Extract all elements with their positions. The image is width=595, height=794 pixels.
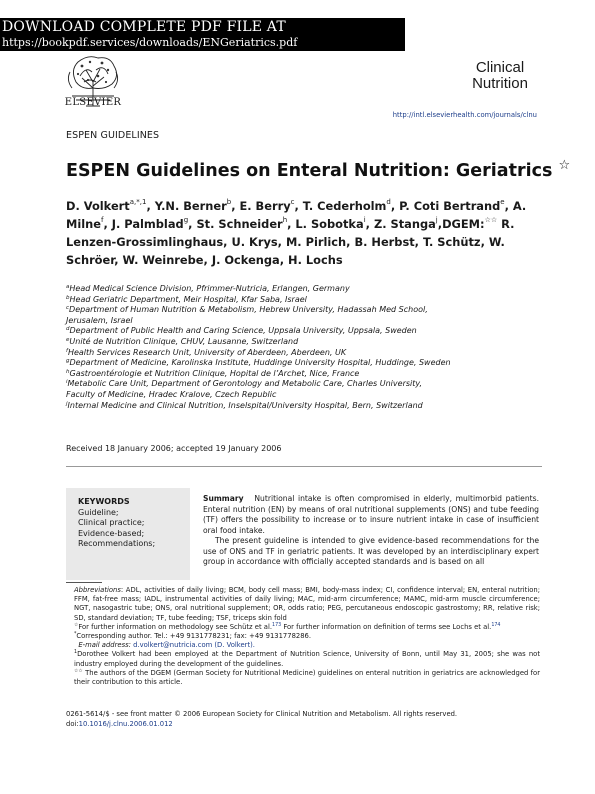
affiliation-line <box>66 348 546 359</box>
author-separator: , <box>414 235 423 249</box>
affiliation-text: Unité de Nutrition Clinique, CHUV, Lausanne, Switzerland <box>69 336 299 346</box>
affiliation-mark: h <box>66 368 70 375</box>
summary-paragraph-2: The present guideline is intended to give evidence-based recommendations for the use of ONS and TF in geriatric patients. It was developed by an interdisciplinary expert group in accordance with officially accepted standards and is based on all <box>203 536 539 566</box>
author-affiliation-mark[interactable]: d <box>386 198 391 206</box>
author-affiliation-mark[interactable]: e <box>500 198 505 206</box>
author-name: U. Krys <box>231 235 278 249</box>
author-affiliation-mark[interactable]: b <box>226 198 232 206</box>
affiliation-mark: j <box>66 400 68 407</box>
author-list <box>66 197 546 269</box>
affiliation-text: Health Services Research Unit, University of Aberdeen, Aberdeen, UK <box>67 347 347 357</box>
doi-link[interactable]: 10.1016/j.clnu.2006.01.012 <box>78 720 173 728</box>
author-separator: , <box>480 235 489 249</box>
author-note-1 <box>66 650 540 668</box>
author-separator: , <box>365 217 374 231</box>
affiliation-mark: f <box>66 347 68 354</box>
corresponding-author-note <box>66 632 540 641</box>
author-name: R. Lenzen-Grossimlinghaus <box>66 217 515 249</box>
author-affiliation-mark[interactable]: g <box>183 216 189 224</box>
banner-url[interactable]: https://bookpdf.services/downloads/ENGeriatrics.pdf <box>2 36 298 49</box>
affiliation-text: Faculty of Medicine, Hradec Kralove, Czech Republic <box>66 389 277 399</box>
affiliation-mark: i <box>66 379 68 386</box>
summary-text-1: Nutritional intake is often compromised in elderly, multimorbid patients. Enteral nutrition (EN) by means of oral nutritional supplements (ONS) and tube feeding (TF) offers the possibility to increase or to insure nutrient intake in case of insufficient oral food intake. <box>203 494 539 535</box>
author-name: Z. Stanga <box>373 217 436 231</box>
author-separator: , <box>188 217 197 231</box>
affiliation-list <box>66 284 546 411</box>
author-name: E. Berry <box>239 199 291 213</box>
author-name: Y.N. Berner <box>154 199 227 213</box>
author-separator: , <box>390 199 400 213</box>
author-name: M. Pirlich <box>285 235 347 249</box>
keywords-list <box>78 508 155 550</box>
definition-text: For further information on definition of terms see Lochs et al. <box>281 622 492 631</box>
received-dates: Received 18 January 2006; accepted 19 January 2006 <box>66 444 282 453</box>
affiliation-line <box>66 295 546 306</box>
asterisk-icon: * <box>74 632 77 638</box>
doi-line <box>66 719 540 729</box>
affiliation-text: Head Medical Science Division, Pfrimmer-Nutricia, Erlangen, Germany <box>69 284 350 293</box>
author-separator: , <box>277 235 286 249</box>
affiliation-text: Jerusalem, Israel <box>66 315 133 325</box>
download-banner[interactable] <box>0 18 405 51</box>
keyword-item: Evidence-based; <box>78 528 145 538</box>
reference-link[interactable]: 173 <box>272 622 282 628</box>
affiliation-line <box>66 316 546 327</box>
author-name: D. Volkert <box>66 199 130 213</box>
author-separator: , <box>114 253 123 267</box>
reference-link[interactable]: 174 <box>491 622 501 628</box>
author-name: W. Schröer <box>66 235 505 267</box>
affiliation-line <box>66 337 546 348</box>
author-name: J. Palmblad <box>111 217 184 231</box>
author-affiliation-mark[interactable]: f <box>100 216 104 224</box>
affiliation-mark: a <box>66 284 70 290</box>
author-name: St. Schneider <box>196 217 283 231</box>
affiliation-line <box>66 369 546 380</box>
methodology-text: For further information on methodology see Schütz et al. <box>78 622 273 631</box>
summary-lead: Summary <box>203 494 244 503</box>
author-name: T. Schütz <box>422 235 481 249</box>
summary-paragraph-1 <box>203 494 539 536</box>
keywords-heading: KEYWORDS <box>78 497 130 506</box>
affiliation-line <box>66 326 546 337</box>
author-separator: , <box>103 217 112 231</box>
affiliation-line <box>66 401 546 412</box>
title-footnote-star-icon[interactable]: ☆ <box>558 158 571 173</box>
affiliation-line <box>66 284 546 295</box>
author-affiliation-mark[interactable]: j <box>435 216 438 224</box>
affiliation-line <box>66 358 546 369</box>
email-link[interactable]: d.volkert@nutricia.com <box>133 641 213 650</box>
abstract-divider <box>66 466 542 467</box>
footnote-divider <box>66 582 102 583</box>
copyright-line: 0261-5614/$ - see front matter © 2006 European Society for Clinical Nutrition and Metabolism. All rights reserved. <box>66 710 458 718</box>
note-1-mark: 1 <box>74 650 78 656</box>
email-label: E-mail address: <box>78 641 131 650</box>
author-affiliation-mark[interactable]: a,*,1 <box>129 198 147 206</box>
abstract-summary <box>203 494 539 568</box>
author-separator: , <box>279 253 289 267</box>
author-name: B. Herbst <box>354 235 415 249</box>
author-affiliation-mark[interactable]: i <box>363 216 366 224</box>
copyright-block <box>66 709 540 729</box>
affiliation-text: Gastroentérologie et Nutrition Clinique, Hopital de l’Archet, Nice, France <box>69 368 360 378</box>
section-label: ESPEN GUIDELINES <box>66 130 160 141</box>
banner-line-1: DOWNLOAD COMPLETE PDF FILE AT <box>2 19 286 35</box>
publisher-logo-text: ELSEVIER <box>64 97 122 108</box>
journal-name-line-2: Nutrition <box>472 75 528 92</box>
author-separator: , <box>223 235 232 249</box>
affiliation-text: Internal Medicine and Clinical Nutrition, Inselspital/University Hospital, Bern, Switzerland <box>67 400 423 410</box>
author-separator: , <box>437 217 443 231</box>
keyword-item: Clinical practice; <box>78 518 145 528</box>
affiliation-line <box>66 379 546 390</box>
author-separator: , <box>504 199 513 213</box>
affiliation-line <box>66 305 546 316</box>
author-separator: , <box>287 217 296 231</box>
corresponding-author-text: Corresponding author. Tel.: +49 9131778231; fax: +49 9131778286. <box>76 632 312 641</box>
email-suffix: (D. Volkert). <box>214 641 255 650</box>
affiliation-mark: d <box>66 326 70 333</box>
journal-name-line-1: Clinical <box>475 59 525 76</box>
keyword-item: Guideline; <box>78 508 119 517</box>
author-affiliation-mark[interactable]: ☆☆ <box>484 216 498 224</box>
affiliation-mark: b <box>66 294 70 301</box>
author-name: DGEM: <box>442 217 485 231</box>
author-name: A. Milne <box>66 199 527 231</box>
affiliation-mark: c <box>66 305 70 312</box>
affiliation-text: Head Geriatric Department, Meir Hospital, Kfar Saba, Israel <box>69 294 307 304</box>
author-name: J. Ockenga <box>211 253 280 267</box>
journal-url-link[interactable]: http://intl.elsevierhealth.com/journals/clnu <box>392 111 537 119</box>
keyword-item: Recommendations; <box>78 539 156 549</box>
author-affiliation-mark[interactable]: h <box>282 216 288 224</box>
author-note-2 <box>66 669 540 687</box>
author-separator: , <box>294 199 303 213</box>
affiliation-text: Department of Human Nutrition & Metabolism, Hebrew University, Hadassah Med School, <box>69 305 428 315</box>
author-note-1-text: Dorothee Volkert had been employed at the Department of Nutrition Science, University of Bonn, until May 31, 2005; she was not industry employed during the development of the guidelines. <box>74 650 540 668</box>
author-separator: , <box>146 199 155 213</box>
author-name: W. Weinrebe <box>122 253 204 267</box>
doi-label: doi: <box>66 720 79 728</box>
author-name: T. Cederholm <box>302 199 387 213</box>
affiliation-text: Department of Public Health and Caring Science, Uppsala University, Uppsala, Sweden <box>69 326 417 336</box>
author-name: P. Coti Bertrand <box>399 199 501 213</box>
abbreviations-note <box>66 586 540 623</box>
affiliation-text: Metabolic Care Unit, Department of Gerontology and Metabolic Care, Charles University, <box>67 379 423 389</box>
star-footnote-icon: ☆ <box>74 622 79 628</box>
journal-name <box>460 60 540 92</box>
affiliation-mark: e <box>66 336 70 343</box>
article-title <box>66 158 570 181</box>
footnotes <box>66 586 540 687</box>
author-note-2-text: The authors of the DGEM (German Society for Nutritional Medicine) guidelines on enteral nutrition in geriatrics are acknowledged for their contribution to this article. <box>74 668 540 687</box>
abbreviations-label: Abbreviations <box>74 586 121 594</box>
author-separator: , <box>203 253 212 267</box>
author-separator: , <box>231 199 240 213</box>
article-title-text: ESPEN Guidelines on Enteral Nutrition: Geriatrics <box>66 160 553 181</box>
author-name: H. Lochs <box>288 253 343 267</box>
affiliation-line <box>66 390 546 401</box>
methodology-note <box>66 623 540 632</box>
author-affiliation-mark[interactable]: c <box>290 198 295 206</box>
keywords-box <box>66 488 190 580</box>
author-name: L. Sobotka <box>295 217 364 231</box>
affiliation-mark: g <box>66 358 70 365</box>
double-star-icon: ☆☆ <box>74 668 83 674</box>
abbreviations-text: : ADL, activities of daily living; BCM, body cell mass; BMI, body-mass index; CI, confidence interval; EN, enteral nutrition; FFM, fat-free mass; IADL, instrumental activities of daily living; MAC, mid-arm circumference; MAMC, mid-arm muscle circumference; NGT, nasogastric tube; ONS, oral nutritional supplement; OR, odds ratio; PEG, percutaneous endoscopic gastrostomy; RR, relative risk; SD, standard deviation; TF, tube feeding; TSF, triceps skin fold <box>74 586 540 622</box>
author-separator: , <box>346 235 355 249</box>
affiliation-text: Department of Medicine, Karolinska Institute, Huddinge University Hospital, Huddinge, Sweden <box>69 358 451 368</box>
